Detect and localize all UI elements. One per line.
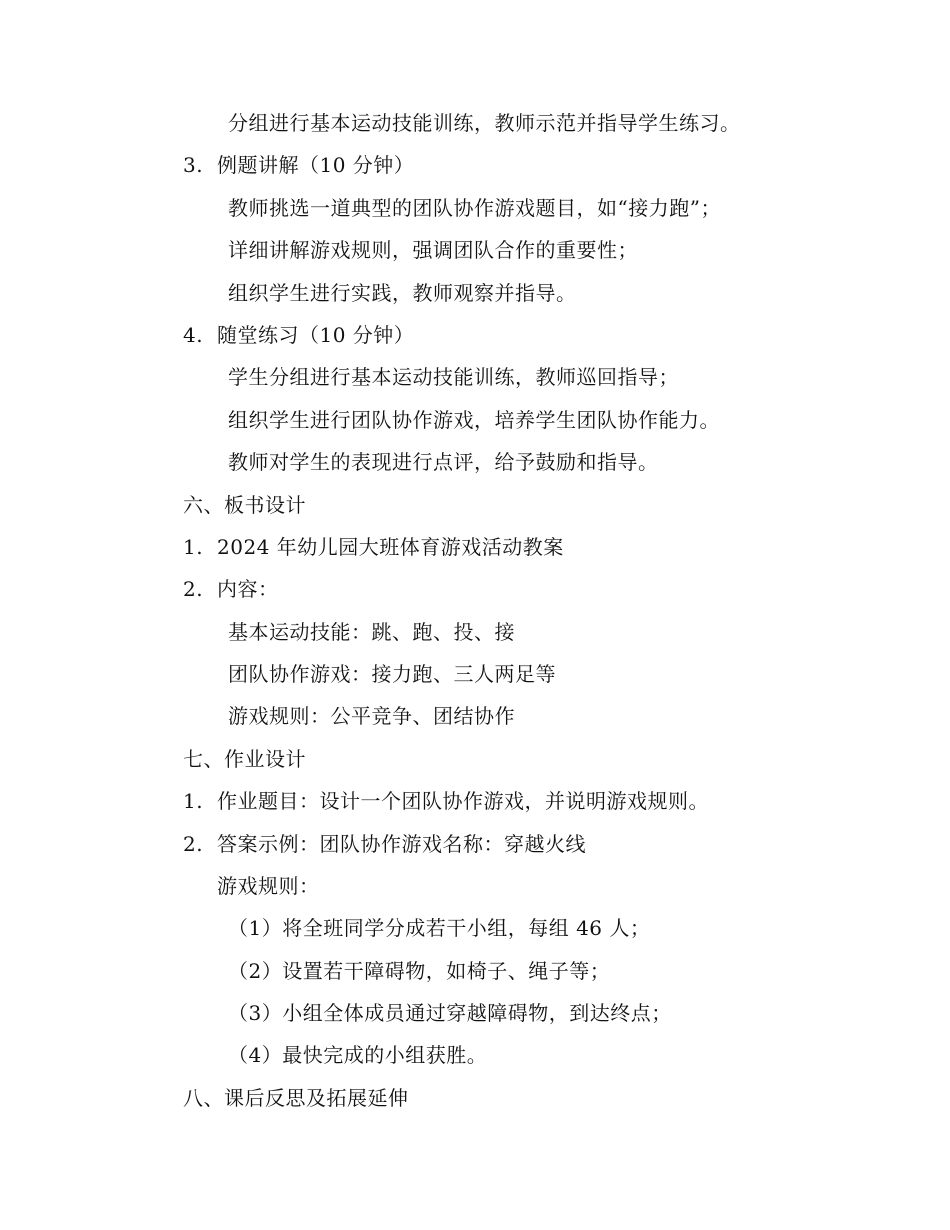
item-text: 随堂练习（10 分钟） [217,323,415,347]
item-text: 答案示例：团队协作游戏名称：穿越火线 [217,832,586,856]
section-heading: 八、课后反思及拓展延伸 [183,1086,409,1110]
text-line: 组织学生进行实践，教师观察并指导。 [228,281,577,305]
text-line: 教师挑选一道典型的团队协作游戏题目，如“接力跑”； [228,196,721,220]
item-text: 例题讲解（10 分钟） [217,153,415,177]
numbered-item [183,575,279,603]
text-line: 教师对学生的表现进行点评，给予鼓励和指导。 [228,450,659,474]
numbered-item [183,533,564,561]
numbered-item [183,151,414,179]
text-line: 详细讲解游戏规则，强调团队合作的重要性； [228,238,638,262]
text-line: 分组进行基本运动技能训练，教师示范并指导学生练习。 [228,111,741,135]
text-line: 团队协作游戏：接力跑、三人两足等 [228,662,556,686]
text-line: 游戏规则： [217,874,320,898]
numbered-item [183,787,709,815]
item-number: 2. [183,832,204,856]
numbered-item [183,321,414,349]
section-heading: 六、板书设计 [183,493,306,517]
item-number: 1. [183,535,204,559]
text-line: 组织学生进行团队协作游戏，培养学生团队协作能力。 [228,408,720,432]
section-heading: 七、作业设计 [183,747,306,771]
text-line: 学生分组进行基本运动技能训练，教师巡回指导； [228,365,679,389]
numbered-item [183,830,586,858]
item-text: 作业题目：设计一个团队协作游戏，并说明游戏规则。 [217,789,709,813]
text-line: （2）设置若干障碍物，如椅子、绳子等； [228,959,611,983]
text-line: 基本运动技能：跳、跑、投、接 [228,620,515,644]
item-number: 3. [183,153,204,177]
item-text: 内容： [217,577,279,601]
item-text: 2024 年幼儿园大班体育游戏活动教案 [217,535,564,559]
item-number: 4. [183,323,204,347]
item-number: 2. [183,577,204,601]
item-number: 1. [183,789,204,813]
text-line: （4）最快完成的小组获胜。 [228,1043,488,1067]
text-line: （3）小组全体成员通过穿越障碍物，到达终点； [228,1001,672,1025]
text-line: 游戏规则：公平竞争、团结协作 [228,704,515,728]
text-line: （1）将全班同学分成若干小组，每组 46 人； [228,916,651,940]
